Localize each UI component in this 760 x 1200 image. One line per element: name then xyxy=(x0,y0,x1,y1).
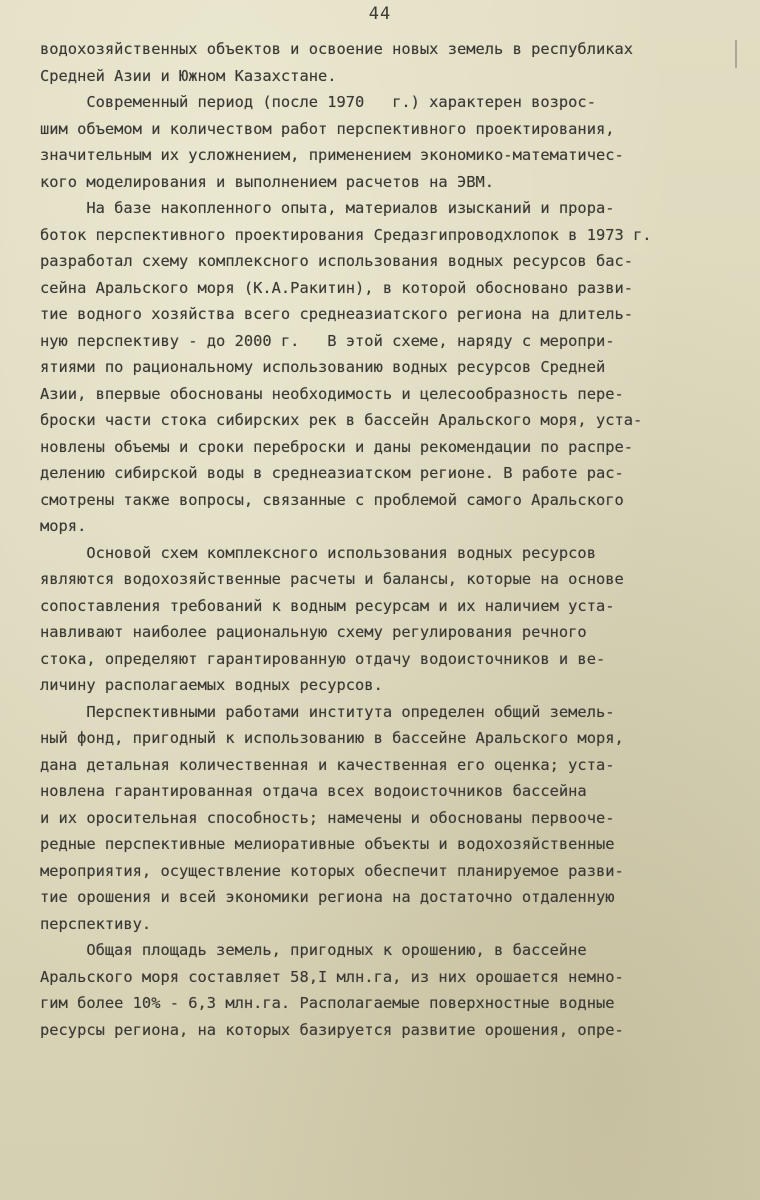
text-line: Аральского моря составляет 58,I млн.га, из них орошается немно- xyxy=(40,967,624,986)
text-line: Общая площадь земель, пригодных к орошению, в бассейне xyxy=(40,941,587,959)
text-line: смотрены также вопросы, связанные с проблемой самого Аральского xyxy=(40,490,624,509)
page-text xyxy=(40,36,730,1043)
text-line: мероприятия, осуществление которых обеспечит планируемое разви- xyxy=(40,861,624,880)
text-line: моря. xyxy=(40,517,87,535)
text-line: дана детальная количественная и качественная его оценка; уста- xyxy=(40,755,615,774)
text-line: тие водного хозяйства всего среднеазиатского региона на длитель- xyxy=(40,305,634,323)
text-line: сейна Аральского моря (К.А.Ракитин), в которой обосновано разви- xyxy=(40,278,634,297)
text-line: водохозяйственных объектов и освоение новых земель в республиках xyxy=(40,40,634,58)
text-line: ятиями по рациональному использованию водных ресурсов Средней xyxy=(40,358,606,376)
text-line: делению сибирской воды в среднеазиатском регионе. В работе рас- xyxy=(40,464,624,482)
text-line: Средней Азии и Южном Казахстане. xyxy=(40,66,337,85)
text-line: новлена гарантированная отдача всех водоисточников бассейна xyxy=(40,782,587,800)
text-line: личину располагаемых водных ресурсов. xyxy=(40,676,383,694)
text-line: На базе накопленного опыта, материалов изысканий и прора- xyxy=(40,199,615,217)
text-line: значительным их усложнением, применением экономико-математичес- xyxy=(40,146,624,164)
text-line: и их оросительная способность; намечены и обоснованы первооче- xyxy=(40,808,615,827)
text-line: новлены объемы и сроки переброски и даны рекомендации по распре- xyxy=(40,437,634,456)
text-line: стока, определяют гарантированную отдачу водоисточников и ве- xyxy=(40,649,606,668)
text-line: разработал схему комплексного использования водных ресурсов бас- xyxy=(40,252,634,270)
text-line: перспективу. xyxy=(40,914,152,933)
text-line: броски части стока сибирских рек в бассейн Аральского моря, уста- xyxy=(40,411,643,429)
text-line: Перспективными работами института определен общий земель- xyxy=(40,702,615,721)
text-line: Современный период (после 1970 г.) характерен возрос- xyxy=(40,93,596,111)
text-line: кого моделирования и выполнением расчетов на ЭВМ. xyxy=(40,172,495,191)
text-line: боток перспективного проектирования Средазгипроводхлопок в 1973 г. xyxy=(40,225,652,244)
text-line: Азии, впервые обоснованы необходимость и целесообразность пере- xyxy=(40,384,624,403)
text-line: ресурсы региона, на которых базируется развитие орошения, опре- xyxy=(40,1020,624,1039)
text-line: шим объемом и количеством работ перспективного проектирования, xyxy=(40,119,615,138)
page-number: 44 xyxy=(368,4,392,24)
margin-mark xyxy=(735,40,737,68)
text-line: Основой схем комплексного использования водных ресурсов xyxy=(40,543,596,562)
text-line: ную перспективу - до 2000 г. В этой схеме, наряду с меропри- xyxy=(40,331,615,350)
text-line: тие орошения и всей экономики региона на достаточно отдаленную xyxy=(40,888,615,906)
text-line: ный фонд, пригодный к использованию в бассейне Аральского моря, xyxy=(40,729,624,747)
text-line: редные перспективные мелиоративные объекты и водохозяйственные xyxy=(40,835,615,853)
text-line: являются водохозяйственные расчеты и балансы, которые на основе xyxy=(40,570,624,588)
text-line: гим более 10% - 6,3 млн.га. Располагаемые поверхностные водные xyxy=(40,994,615,1012)
text-line: навливают наиболее рациональную схему регулирования речного xyxy=(40,623,587,641)
text-line: сопоставления требований к водным ресурсам и их наличием уста- xyxy=(40,596,615,615)
